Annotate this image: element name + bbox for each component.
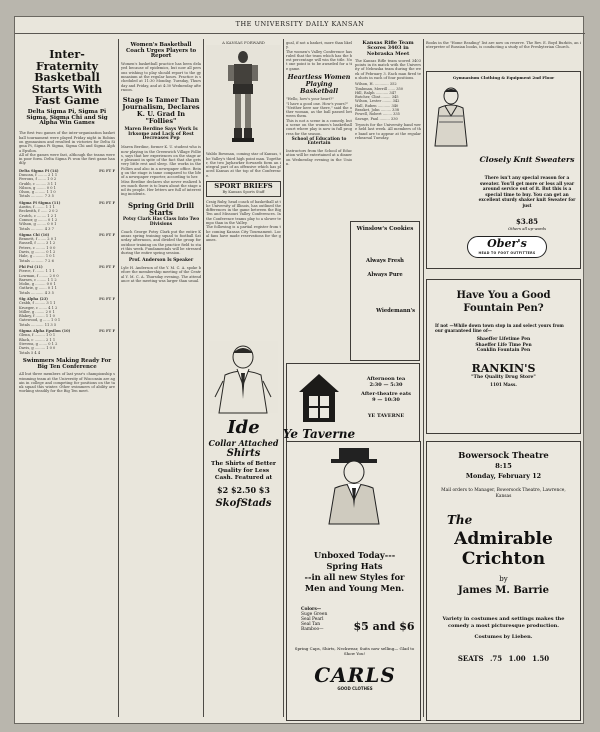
headline-heartless: Heartless Women Playing Basketball [287, 73, 351, 95]
masthead [15, 20, 585, 34]
column-5: Books in the "Home Reading" list are now on reserve. The Rev. E. Boyd Burkits, an interpreter of Russian books, is conducting a study of the Presbyterian Church. Gymnasium Clothing & Equipment 2nd Floor Closely Knit Sweaters There isn't any special reason for a sweater. You'll get more or less all year around service out of it. But this is a special time to buy. You can get an excellent sturdy shaker knit Sweater for just $3.85 Others all up-wards Ober's HEAD TO FOOT OUTFITTERS [426, 41, 581, 719]
subhead-stage: Maren Berdine Says Work Is Irksome and Lack of Rest Decreases Pep [124, 126, 198, 142]
headline-rifle: Kansas Rifle Team Scores 3403 in Nebraska Meet [362, 40, 414, 57]
column-1: Inter-Fraternity Basketball Starts With Fast Game Delta Sigma Pi, Sigma Pi Sigma, Sigma Chi and Sig Alpha Win Games The first two games of the inter-organization basketball tournament were played Friday night in Robinson gymnasium and resulted in victories for Delta Sigma Pi, Sigma Pi Sigma, Sigma Chi and Sigma Alpha Epsilon. All of the games were fast, although the teams were in poor form. Delta Sigma Pi won the first game handily. Delta Sigma Pi (14) FG FT F Duncan, f ........ 2 1 1 Ferrons, f ....... 1 0 2 Grubb, c ......... 3 1 1 Nilson, g ........ 0 0 1 Olson, g ......... 1 1 0 Totals ........... 7 3 5 Sigma Pi Sigma (11) FG FT F Austin, f ........ 1 1 1 Beckwith, f ...... 2 0 2 Crutch, c ........ 1 2 1 Connor, g ........ 0 1 2 Wilson, g ........ 0 0 1 Totals ........... 4 3 7 Sigma Chi (16) FG FT F Bennett, f ....... 2 0 1 Russell, f ....... 3 1 2 Peters, c ........ 1 0 0 Davis, g ......... 0 1 2 Hale, g .......... 1 0 1 Totals ........... 7 2 6 Phi Psi (11) FG FT F Pierce, f ........ 1 1 1 Lowman, f ........ 2 0 0 Barnes, c ........ 1 1 2 Molin, g ......... 0 0 1 Guthrie, g ....... 0 1 1 Totals ........... 4 3 5 Sig Alpha (23) FG FT F Crabb, f ......... 3 1 1 Krueger, c ....... 4 1 2 Miller, g ........ 2 0 1 Blakey, f ........ 1 1 0 Gatewood, g ...... 1 0 1 Totals ........... 11 3 5 Sigma Alpha Epsilon (10) FG FT F Glenn, f ......... 1 0 1 Black, c ......... 2 1 1 Stevens, g ....... 0 1 2 Davis, g ......... 1 0 0 Totals 5 4 4 Swimmers Making Ready For Big Ten Conference All but three members of last year's championship swimming team at the University of Wisconsin are again in college and competing for positions on the tank squad this winter. Other swimmers of ability are working steadily for the Big Ten meet. [19, 48, 115, 394]
bowersock-theatre-ad: Bowersock Theatre 8:15 Monday, February 12 Mail orders to Manager, Bowersock Theatre, Lawrence, Kansas The Admirable Crichton by James M. Barrie Variety in costumes and settings makes the comedy a most picturesque production. Costumes by Lieben. SEATS .75 1.00 1.50 [426, 441, 581, 721]
illustration-shirt-man [209, 341, 278, 413]
sweater-man-illustration [431, 86, 471, 146]
ide-shirts-ad: Ide Collar Attached Shirts The Shirts of Better Quality for Less Cash. Featured at $2 $2.50 $3 SkofStads [206, 417, 281, 509]
winslow-ad: Winslow's Cookies Always Fresh Always Pure Wiedemann's [350, 221, 420, 361]
rankins-pen-ad: Have You a Good Fountain Pen? If not —While down town stop in and select yours from our guaranteed line of— Shaeffer Lifetime Pen Shaeffer Life Time Pen Conklin Fountain Pen RANKIN'S "The Quality Drug Store" 1101 Mass. [426, 279, 581, 434]
hat-colors: Colors— Suge Green Seal Pearl Seal Tan Bamboo— [301, 607, 328, 632]
skofstads-logo: SkofStads [215, 497, 272, 509]
sport-briefs-box: SPORT BRIEFS By Kansan Sports Staff [206, 181, 281, 196]
headline-spring-grid: Spring Grid Drill Starts [127, 200, 195, 218]
sweater-price: $3.85 [516, 217, 538, 226]
totals-line: Totals 5 4 4 [19, 350, 41, 355]
headline-stage: Stage Is Tamer Than Journalism, Declares K. U. Grad In "Follies" [122, 96, 200, 125]
headline-basketball: Inter-Fraternity Basketball Starts With Fast Game [31, 48, 103, 108]
column-3: A KANSAS FORWARD Waldo Bowman, coming star of Kansas, the Valley's third high point man. Together, the two Jayhawker forwards form an integral part of an offensive which has placed Kansas at the top of the Conference. SPORT BRIEFS By Kansan Sports Staff Craig Ruby, head coach of basketball at the University of Illinois, has outlined the differences in the game between the Big Ten and Missouri Valley Conferences. In the Conference teams play to a slower tempo than in the Valley. The following is a partial register from the coming Kansas City Tournament. Local fans have made reservations for the games. Ide Collar Attached Shirts The Shirts of Better Quality for Less Cash. Featured at $2 $2.50 $3 SkofStads [206, 40, 281, 509]
column-4: goal, if not a basket, more than likely. The women's Valley Conference has ruled that the team which has the best percentage will win the title. Not one point is to be awarded for a tie game. Heartless Women Playing Basketball "Hello, how's your heart?" "I have a good one. How's yours?" "Neither here nor there," said the other woman, as the ball passed between them. This is not a scene in a comedy, but a scene on the women's basketball court where play is now in full progress for the season. School of Education to Entertain Instructors from the School of Education will be entertained at a dinner on Wednesday evening in the Union. Kansas Rifle Team Scores 3403 in Nebraska Meet The Kansas Rifle team scored 3403 points in its match with the University of Nebraska team during the week of February 3. Each man fired ten shots in each of four positions. Wilson, H. ............ 352 Timbman, Merrill ...... 350 Hill, Ralph ........... 347 Butcher, Clint ........ 345 Wilson, Lester ........ 342 Hall, Ruben ........... 340 Brasket, John ......... 338 Powell, Robert ........ 335 Savage, Paul ......... 330 Tryouts for the University band were held last week. All members of the band are to appear at the regular rehearsal Tuesday. Winslow's Cookies Always Fresh Always Pure Wiedemann's Ye Taverne Afternoon tea 2:30 — 5:30 After-theatre eats 9 — 10:30 YE TAVERNE [286, 41, 421, 719]
obers-logo: Ober's HEAD TO FOOT OUTFITTERS [467, 236, 547, 258]
column-2: Women's Basketball Coach Urges Players to Report Women's basketball practice has been delayed because of epidemics, but now all persons wishing to play should report to the gymnasium at the regular hours. Practice is scheduled at 11:30 Monday, Tuesday, Thursday and Friday, and at 4:30 Wednesday afternoon. Stage Is Tamer Than Journalism, Declares K. U. Grad In "Follies" Maren Berdine Says Work Is Irksome and Lack of Rest Decreases Pep Maren Berdine, former K. U. student who is now playing in the Greenwich Village Follies, says that her experiences on the stage are pleasant in spite of the fact that she gets very little rest and sleep. She works in the Follies and also in a newspaper office. Being on the stage is tame compared to the life of a newspaper reporter, according to her. Miss Berdine declares she never realized how much there is to learn about the stage and its people. Her letters are full of interesting incidents. Spring Grid Drill Starts Potsy Clark Has Class Into Two Divisions Coach George Potsy Clark put the entire Kansas spring training squad to football Saturday afternoon, and divided the group for outdoor training on the practice field to start this week. Fundamentals will be stressed during the entire spring session. Prof. Anderson Is Speaker Lyle H. Anderson of the Y. M. C. A. spoke before the membership meeting of the Central Y. M. C. A. Thursday evening. The attendance at the meeting was larger than usual. [121, 42, 201, 284]
carls-hats-ad: Unboxed Today--- Spring Hats --in all new Styles for Men and Young Men. Colors— Suge Green Seal Pearl Seal Tan Bamboo— $5 and $6 Spring Caps, Shirts, Neckwear, Suits now selling— Glad to Show You! CARLS GOOD CLOTHES [286, 441, 421, 721]
seat-prices: SEATS .75 1.00 1.50 [457, 653, 550, 663]
article-body: The first two games of the inter-organization basketball tournament were played Friday night in Robinson gymnasium and resulted in victories for Delta Sigma Pi, Sigma Pi Sigma, Sigma Chi and Sigma Alpha Epsilon. All of the games were fast, although the teams were in poor form. Delta Sigma Pi won the first game handily. [19, 131, 115, 166]
sport-briefs-head: SPORT BRIEFS [214, 182, 273, 191]
hat-man-illustration [325, 444, 385, 524]
masthead-title: THE UNIVERSITY DAILY KANSAN [235, 20, 365, 28]
photo-caption: A KANSAS FORWARD [222, 40, 265, 45]
basketball-player-photo [206, 45, 281, 150]
taverne-sign: Ye Taverne [282, 427, 356, 441]
ide-brand: Ide [227, 417, 260, 438]
obers-ad: Gymnasium Clothing & Equipment 2nd Floor Closely Knit Sweaters There isn't any special reason for a sweater. You'll get more or less all year around service out of it. But this is a special time to buy. You can get an excellent sturdy shaker knit Sweater for just $3.85 Others all up-wards Ober's HEAD TO FOOT OUTFITTERS [426, 71, 581, 269]
headline-womens-coach: Women's Basketball Coach Urges Players to Report [125, 42, 197, 60]
team-name: Delta Sigma Pi (14) [19, 168, 59, 173]
box-scores: Delta Sigma Pi (14) FG FT F Duncan, f ........ 2 1 1 Ferrons, f ....... 1 0 2 Grubb, c ......... 3 1 1 Nilson, g ........ 0 0 1 Olson, g ......... 1 1 0 Totals ........... 7 3 5 Sigma Pi Sigma (11) FG FT F Austin, f ........ 1 1 1 Beckwith, f ...... 2 0 2 Crutch, c ........ 1 2 1 Connor, g ........ 0 1 2 Wilson, g ........ 0 0 1 Totals ........... 4 3 7 Sigma Chi (16) FG FT F Bennett, f ....... 2 0 1 Russell, f ....... 3 1 2 Peters, c ........ 1 0 0 Davis, g ......... 0 1 2 Hale, g .......... 1 0 1 Totals ........... 7 2 6 Phi Psi (11) FG FT F Pierce, f ........ 1 1 1 Lowman, f ........ 2 0 0 Barnes, c ........ 1 1 2 Molin, g ......... 0 0 1 Guthrie, g ....... 0 1 1 Totals ........... 4 3 5 Sig Alpha (23) FG FT F Crabb, f ......... 3 1 1 Krueger, c ....... 4 1 2 Miller, g ........ 2 0 1 Blakey, f ........ 1 1 0 Gatewood, g ...... 1 0 1 Totals ........... 11 3 5 Sigma Alpha Epsilon (10) FG FT F Glenn, f ......... 1 0 1 Black, c ......... 2 1 1 Stevens, g ....... 0 1 2 Davis, g ......... 1 0 0 Totals 5 4 4 [19, 168, 115, 355]
play-title: Admirable [454, 529, 553, 550]
headline-swimmers: Swimmers Making Ready For Big Ten Conference [22, 357, 112, 370]
carls-logo: CARLS GOOD CLOTHES [314, 663, 396, 691]
subhead-basketball: Delta Sigma Pi, Sigma Pi Sigma, Sigma Chi and Sig Alpha Win Games [26, 108, 108, 127]
taverne-hours: Afternoon tea 2:30 — 5:30 After-theatre eats 9 — 10:30 YE TAVERNE [361, 376, 411, 419]
hat-prices: $5 and $6 [353, 620, 415, 633]
newspaper-page [14, 16, 584, 724]
rankins-name: RANKIN'S [471, 362, 536, 376]
